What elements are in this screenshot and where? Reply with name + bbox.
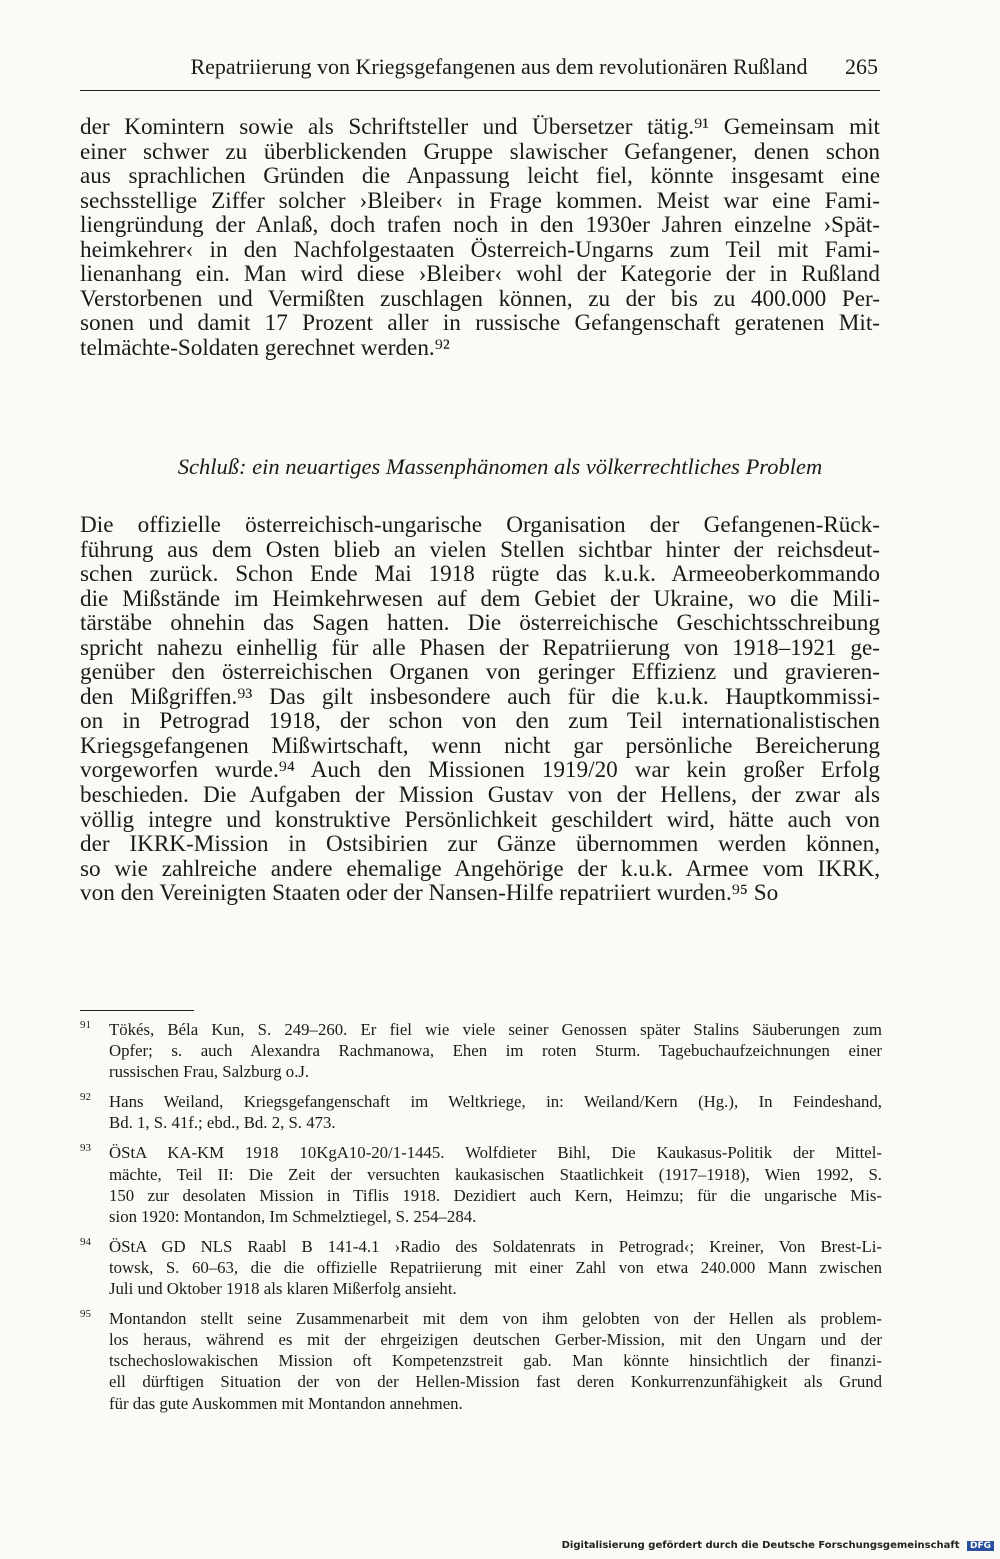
section-heading: Schluß: ein neuartiges Massenphänomen als völkerrechtliches Problem [177, 454, 823, 479]
paragraph-2-line: vorgeworfen wurde.⁹⁴ Auch den Missionen 1919/20 war kein großer Erfolg [80, 757, 880, 784]
paragraph-2-line: beschieden. Die Aufgaben der Mission Gustav von der Hellens, der zwar als [80, 782, 880, 809]
paragraph-1-line: aus sprachlichen Gründen die Anpassung leicht fiel, könnte insgesamt eine [80, 163, 880, 190]
footnote-line: sion 1920: Montandon, Im Schmelztiegel, S. 254–284. [109, 1206, 477, 1226]
paragraph-2-line: spricht nahezu einhellig für alle Phasen der Repatriierung von 1918–1921 ge- [80, 634, 880, 661]
paragraph-2-line: völlig integre und konstruktive Persönlichkeit geschildert wird, hätte auch von [80, 806, 880, 833]
footnote-line: 150 zur desolaten Mission in Tiflis 1918. Dezidiert auch Kern, Heimzu; für die ungarische Mis- [109, 1185, 882, 1205]
paragraph-1-line: Verstorbenen und Vermißten zuschlagen können, zu der bis zu 400.000 Per- [80, 285, 880, 312]
paragraph-1-line: einer schwer zu überblickenden Gruppe slawischer Gefangener, denen schon [80, 138, 880, 165]
footnote-number: 94 [80, 1235, 91, 1248]
footnote [80, 1091, 882, 1133]
dfg-credit [562, 1540, 994, 1551]
footnote-line: ell dürftigen Situation der von der Hellen-Mission fast deren Konkurrenzunfähigkeit als Grund [109, 1372, 882, 1392]
footnote-separator [80, 1010, 194, 1011]
footnote-line: Montandon stellt seine Zusammenarbeit mit dem von ihm gelobten von der Hellen als problem- [109, 1309, 882, 1329]
footnote [80, 1019, 882, 1082]
footnote-number: 92 [80, 1091, 91, 1104]
paragraph-2-line: Die offizielle österreichisch-ungarische Organisation der Gefangenen-Rück- [80, 512, 880, 538]
footnote-number: 95 [80, 1308, 91, 1321]
footnote-line: los heraus, während es mit der ehrgeizigen deutschen Gerber-Mission, mit den Ungarn und der [109, 1330, 882, 1350]
footnote-line: für das gute Auskommen mit Montandon annehmen. [109, 1393, 463, 1413]
paragraph-1-line: heimkehrer‹ in den Nachfolgestaaten Österreich-Ungarns zum Teil mit Fami- [80, 236, 880, 263]
paragraph-2-line: die Mißstände im Heimkehrwesen auf dem Gebiet der Ukraine, wo die Mili- [80, 585, 880, 612]
footnote [80, 1308, 882, 1413]
footnote-number: 93 [80, 1142, 91, 1155]
footnote-line: Bd. 1, S. 41f.; ebd., Bd. 2, S. 473. [109, 1113, 336, 1133]
dfg-logo: DFG [967, 1541, 994, 1551]
footnote [80, 1236, 882, 1299]
footnote-line: towsk, S. 60–63, die die offizielle Repatriierung mit einer Zahl von etwa 240.000 Mann zwischen [109, 1257, 882, 1277]
paragraph-2-line: den Mißgriffen.⁹³ Das gilt insbesondere auch für die k.u.k. Hauptkommissi- [80, 683, 880, 710]
paragraph-2-line: genüber den österreichischen Organen von geringer Effizienz und gravieren- [80, 659, 880, 686]
footnote-number: 91 [80, 1019, 91, 1031]
paragraph-1-line: der Komintern sowie als Schriftsteller und Übersetzer tätig.⁹¹ Gemeinsam mit [80, 114, 880, 140]
paragraph-1-line: lienanhang ein. Man wird diese ›Bleiber‹ wohl der Kategorie der in Rußland [80, 261, 880, 288]
footnote-line: mächte, Teil II: Die Zeit der versuchten kaukasischen Staatlichkeit (1917–1918), Wien 1992, S. [109, 1164, 882, 1184]
footnote [80, 1142, 882, 1226]
paragraph-1-line: telmächte-Soldaten gerechnet werden.⁹² [80, 334, 450, 361]
paragraph-2-line: von den Vereinigten Staaten oder der Nansen-Hilfe repatriiert wurden.⁹⁵ So [80, 880, 779, 907]
page-number: 265 [845, 54, 878, 79]
paragraph-2-line: on in Petrograd 1918, der schon von den zum Teil internationalistischen [80, 708, 880, 735]
paragraph-2-line: schen zurück. Schon Ende Mai 1918 rügte das k.u.k. Armeeoberkommando [80, 561, 880, 588]
footnote-line: Hans Weiland, Kriegsgefangenschaft im Weltkriege, in: Weiland/Kern (Hg.), In Feindeshand, [109, 1092, 882, 1112]
footnote-line: Juli und Oktober 1918 als klaren Mißerfolg ansieht. [109, 1279, 457, 1299]
paragraph-2-line: der IKRK-Mission in Ostsibirien zur Gänze übernommen werden können, [80, 831, 880, 858]
paragraph-1-line: sechsstellige Ziffer solcher ›Bleiber‹ in Frage kommen. Meist war eine Fami- [80, 187, 880, 214]
paragraph-2-line: Kriegsgefangenen Mißwirtschaft, wenn nicht gar persönliche Bereicherung [80, 732, 880, 759]
paragraph-1-line: liengründung der Anlaß, doch trafen noch in den 1930er Jahren einzelne ›Spät- [80, 212, 880, 239]
paragraph-1-line: sonen und damit 17 Prozent aller in russische Gefangenschaft geratenen Mit- [80, 310, 880, 337]
footnote-line: ÖStA GD NLS Raabl B 141-4.1 ›Radio des Soldatenrats in Petrograd‹; Kreiner, Von Brest-Li- [109, 1236, 882, 1256]
footnotes [80, 1019, 882, 1423]
footnote-line: ÖStA KA-KM 1918 10KgA10-20/1-1445. Wolfdieter Bihl, Die Kaukasus-Politik der Mittel- [109, 1143, 882, 1163]
running-title: Repatriierung von Kriegsgefangenen aus dem revolutionären Rußland [190, 54, 808, 79]
paragraph-2-line: so wie zahlreiche andere ehemalige Angehörige der k.u.k. Armee vom IKRK, [80, 855, 880, 882]
running-header [80, 52, 880, 91]
paragraph-2-line: tärstäbe ohnehin das Sagen hatten. Die österreichische Geschichtsschreibung [80, 610, 880, 637]
footnote-line: russischen Frau, Salzburg o.J. [109, 1062, 310, 1082]
paragraph-1 [80, 115, 880, 360]
footnote-line: tschechoslowakischen Mission oft Kompetenzstreit gab. Man könnte hinsichtlich der finanzi- [109, 1351, 882, 1371]
footnote-line: Opfer; s. auch Alexandra Rachmanowa, Ehen im roten Sturm. Tagebuchaufzeichnungen einer [109, 1041, 882, 1061]
dfg-credit-text: Digitalisierung gefördert durch die Deutsche Forschungsgemeinschaft [561, 1540, 960, 1551]
footnote-line: Tökés, Béla Kun, S. 249–260. Er fiel wie viele seiner Genossen später Stalins Säuberungen zum [109, 1020, 882, 1039]
paragraph-2 [80, 513, 880, 906]
paragraph-2-line: führung aus dem Osten blieb an vielen Stellen sichtbar hinter der reichsdeut- [80, 536, 880, 563]
